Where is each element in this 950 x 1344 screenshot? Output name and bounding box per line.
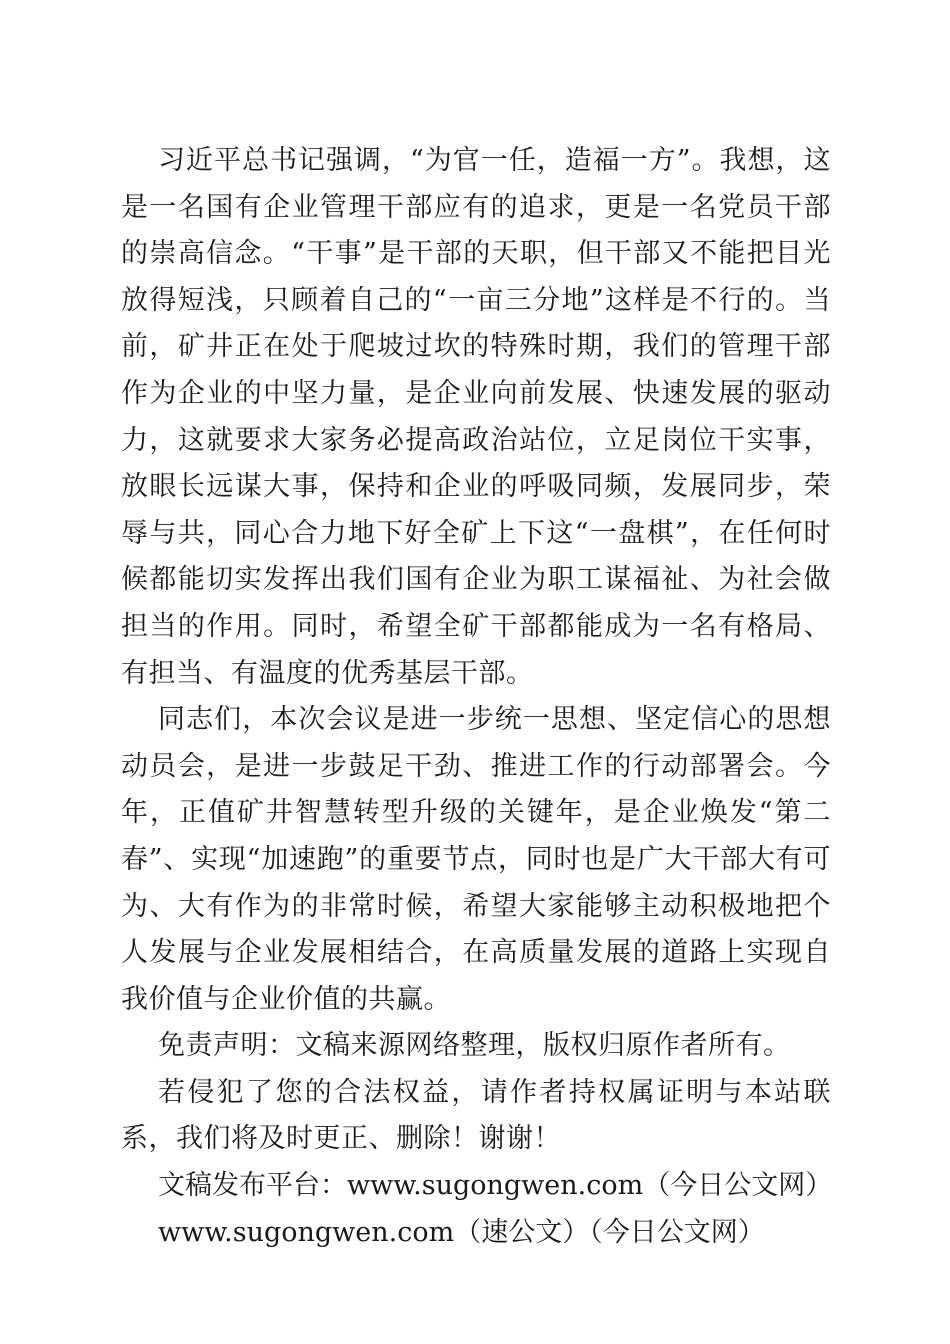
disclaimer-text: 免责声明：文稿来源网络整理，版权归原作者所有。 [158,1030,791,1062]
document-page [121,138,831,1256]
site-line: www.sugongwen.com（速公文）（今日公文网） [158,1216,765,1248]
body-paragraph-1: 习近平总书记强调，“为官一任，造福一方”。我想，这是一名国有企业管理干部应有的追求，更是一名党员干部的崇高信念。“干事”是干部的天职，但干部又不能把目光放得短浅，只顾着自己的“一亩三分地”这样是不行的。当前，矿井正在处于爬坡过坎的特殊时期，我们的管理干部作为企业的中坚力量，是企业向前发展、快速发展的驱动力，这就要求大家务必提高政治站位，立足岗位干实事，放眼长远谋大事，保持和企业的呼吸同频，发展同步，荣辱与共，同心合力地下好全矿上下这“一盘棋”，在任何时候都能切实发挥出我们国有企业为职工谋福祉、为社会做担当的作用。同时，希望全矿干部都能成为一名有格局、有担当、有温度的优秀基层干部。 [121,145,831,689]
body-paragraph-2: 同志们，本次会议是进一步统一思想、坚定信心的思想动员会，是进一步鼓足干劲、推进工作的行动部署会。今年，正值矿井智慧转型升级的关键年，是企业焕发“第二春”、实现“加速跑”的重要节点，同时也是广大干部大有可为、大有作为的非常时候，希望大家能够主动积极地把个人发展与企业发展相结合，在高质量发展的道路上实现自我价值与企业价值的共赢。 [121,704,831,1015]
publish-platform-line: 文稿发布平台：www.sugongwen.com（今日公文网） [158,1170,833,1202]
infringement-notice: 若侵犯了您的合法权益，请作者持权属证明与本站联系，我们将及时更正、删除！谢谢！ [121,1076,831,1155]
